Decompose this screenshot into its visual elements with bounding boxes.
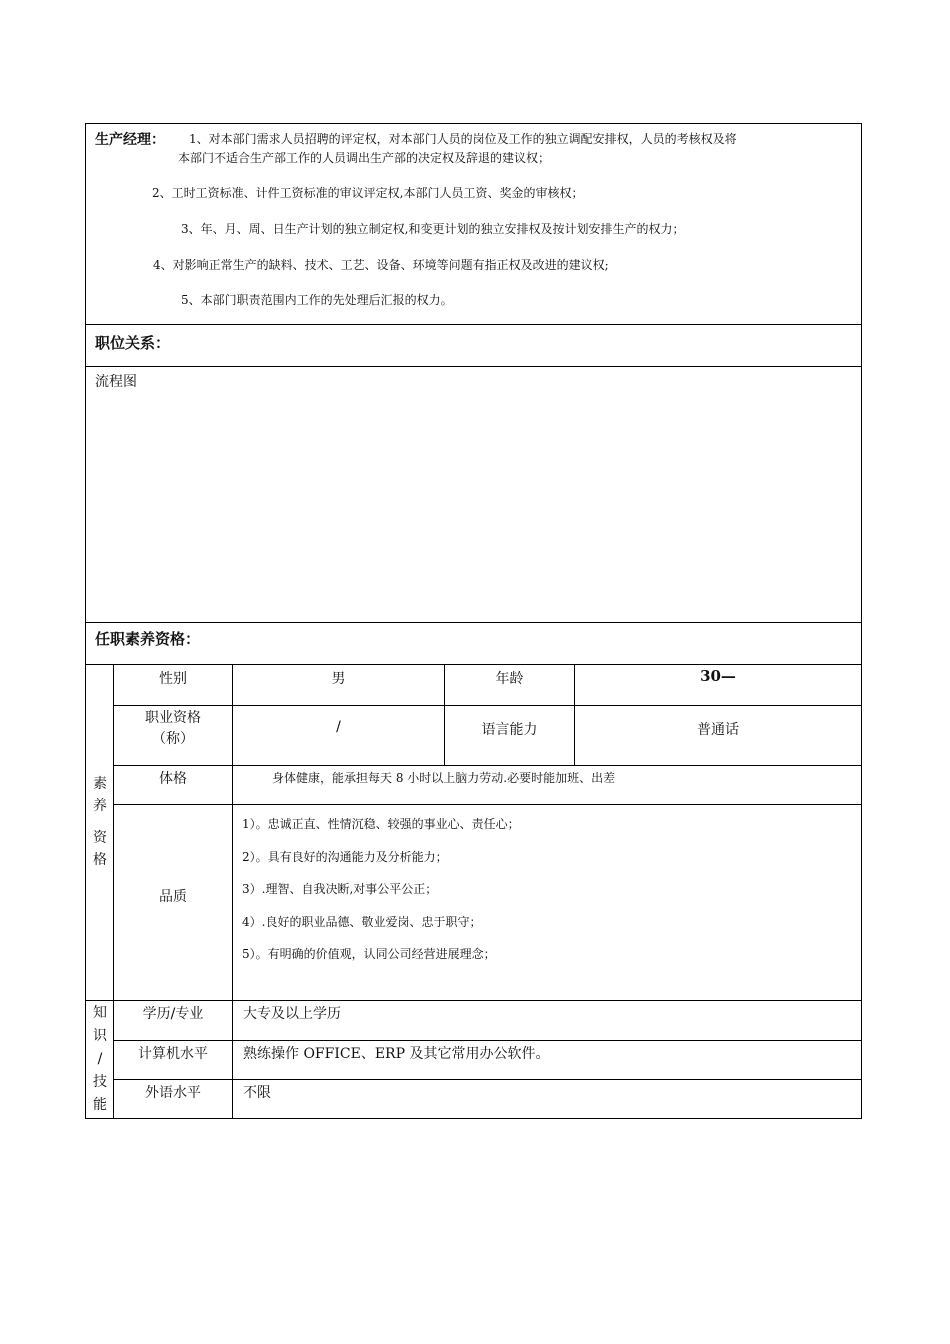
authority-item-3: 3、年、月、周、日生产计划的独立制定权,和变更计划的独立安排权及按计划安排生产的权力； bbox=[181, 222, 685, 236]
age-label: 年龄 bbox=[495, 671, 524, 687]
physique-value: 身体健康，能承担每天 8 小时以上脑力劳动.必要时能加班、出差 bbox=[272, 771, 616, 785]
qualifications-heading: 任职素养资格： bbox=[95, 630, 201, 648]
age-value: 30— bbox=[700, 667, 736, 685]
character-label: 品质 bbox=[159, 889, 187, 905]
gender-value: 男 bbox=[331, 671, 346, 687]
computer-value: 熟练操作 OFFICE、ERP 及其它常用办公软件。 bbox=[243, 1046, 550, 1062]
physique-label: 体格 bbox=[159, 771, 187, 787]
education-value: 大专及以上学历 bbox=[243, 1006, 341, 1022]
authority-item-5: 5、本部门职责范围内工作的先处理后汇报的权力。 bbox=[181, 293, 453, 307]
relations-heading: 职位关系： bbox=[95, 334, 171, 352]
flowchart-area bbox=[85, 366, 862, 623]
list-item: 4）.良好的职业品德、敬业爱岗、忠于职守； bbox=[242, 914, 482, 929]
authority-section bbox=[85, 123, 862, 325]
computer-label: 计算机水平 bbox=[138, 1046, 208, 1062]
foreign-language-value: 不限 bbox=[243, 1085, 271, 1101]
list-item: 2）。具有良好的沟通能力及分析能力； bbox=[242, 849, 448, 864]
list-item: 3）.理智、自我决断,对事公平公正； bbox=[242, 882, 438, 896]
certification-value: / bbox=[336, 719, 341, 735]
group-knowledge-label: 知 识 / 技 能 bbox=[93, 1005, 107, 1113]
authority-item-4: 4、对影响正常生产的缺料、技术、工艺、设备、环境等问题有指正权及改进的建议权; bbox=[153, 258, 609, 272]
language-ability-value: 普通话 bbox=[697, 722, 739, 738]
language-ability-label: 语言能力 bbox=[481, 722, 538, 738]
gender-label: 性别 bbox=[159, 671, 187, 687]
education-label: 学历/专业 bbox=[142, 1006, 204, 1022]
authority-item-1-line-1: 1、对本部门需求人员招聘的评定权，对本部门人员的岗位及工作的独立调配安排权，人员的考核权及将 bbox=[189, 132, 737, 146]
list-item: 5）。有明确的价值观，认同公司经营进展理念； bbox=[242, 947, 496, 961]
list-item: 1）。忠诚正直、性情沉稳、较强的事业心、责任心； bbox=[242, 817, 520, 831]
relations-heading-row bbox=[85, 324, 862, 367]
flowchart-label: 流程图 bbox=[95, 374, 137, 390]
role-label: 生产经理： bbox=[95, 132, 165, 148]
authority-item-1-line-2: 本部门不适合生产部工作的人员调出生产部的决定权及辞退的建议权； bbox=[178, 151, 551, 165]
authority-item-2: 2、工时工资标准、计件工资标准的审议评定权,本部门人员工资、奖金的审核权； bbox=[152, 186, 584, 200]
character-list bbox=[242, 808, 520, 971]
qualifications-heading-row bbox=[85, 622, 862, 665]
qualifications-table bbox=[85, 664, 862, 1119]
certification-label: 职业资格 （称） bbox=[145, 710, 201, 747]
foreign-language-label: 外语水平 bbox=[145, 1085, 201, 1101]
group-qualities-label: 素 养 资 格 bbox=[93, 776, 107, 868]
